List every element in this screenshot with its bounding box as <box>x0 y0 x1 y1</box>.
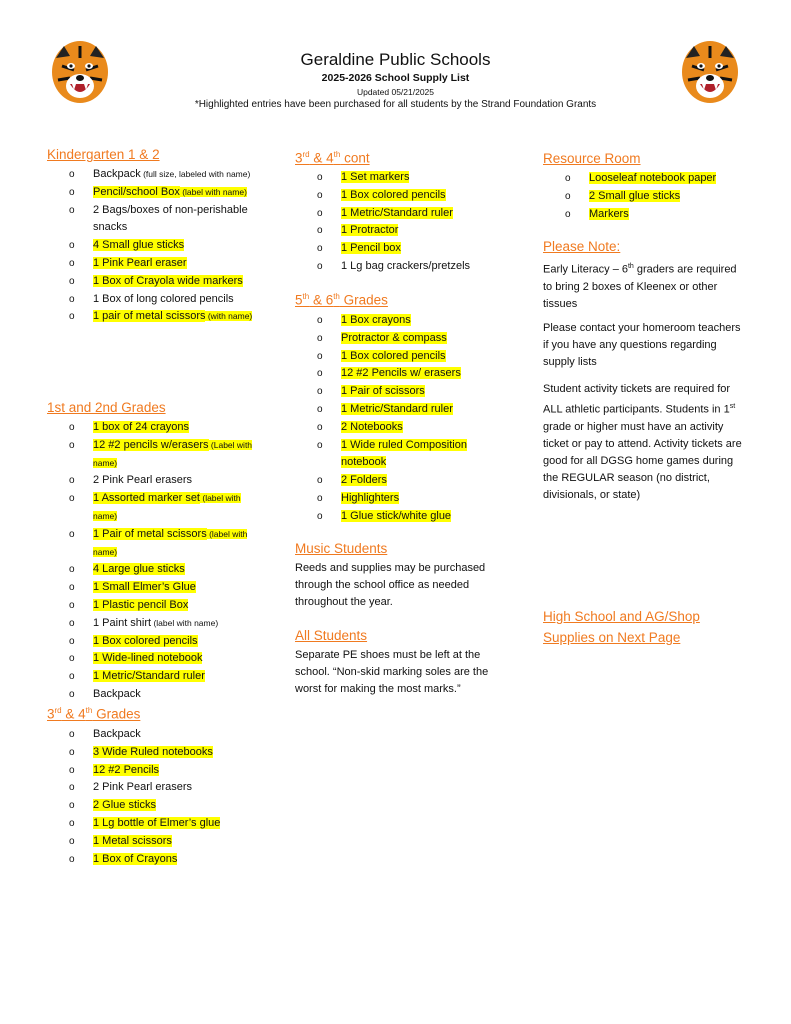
please-note-heading: Please Note: <box>543 239 621 254</box>
grades-3-4-heading: 3rd & 4th Grades <box>47 706 141 722</box>
item-text: Pencil/school Box <box>93 185 180 198</box>
list-item <box>47 166 257 184</box>
bullet-icon: o <box>317 260 323 272</box>
item-text: 1 pair of metal scissors <box>93 310 206 323</box>
list-item <box>295 240 505 258</box>
item-text: Backpack <box>93 168 141 180</box>
bullet-icon: o <box>69 204 75 216</box>
bullet-icon: o <box>317 510 323 522</box>
item-text: 1 Set markers <box>341 171 410 183</box>
list-item <box>295 365 495 383</box>
list-item <box>47 526 257 562</box>
item-text: Protractor & compass <box>341 331 447 344</box>
item-text: 1 Lg bottle of Elmer’s glue <box>93 816 221 829</box>
list-item <box>47 686 257 704</box>
bullet-icon: o <box>69 671 75 683</box>
list-item <box>543 170 753 188</box>
item-text: 2 Folders <box>341 474 387 487</box>
list-item <box>47 273 257 291</box>
bullet-icon: o <box>565 173 571 184</box>
bullet-icon: o <box>69 800 75 812</box>
bullet-icon: o <box>317 315 323 326</box>
item-text: 2 Notebooks <box>341 420 403 433</box>
bullet-icon: o <box>317 225 323 237</box>
item-text: 1 Small Elmer’s Glue <box>93 581 196 594</box>
item-text: 1 Lg bag crackers/pretzels <box>341 259 471 272</box>
list-item <box>47 851 257 869</box>
item-text: 1 Box colored pencils <box>341 349 446 362</box>
item-text: 1 Pink Pearl eraser <box>93 256 187 269</box>
grades-3-4-cont-heading: 3rd & 4th cont <box>295 150 370 166</box>
bullet-icon: o <box>317 403 323 415</box>
item-text: Backpack <box>93 687 141 700</box>
list-item <box>47 255 257 273</box>
item-text: 1 Box of long colored pencils <box>93 292 234 305</box>
updated-date: Updated 05/21/2025 <box>356 87 435 97</box>
bullet-icon: o <box>69 311 75 323</box>
bullet-icon: o <box>69 186 75 198</box>
list-item <box>47 490 257 526</box>
bullet-icon: o <box>69 582 75 594</box>
bullet-icon: o <box>69 240 75 252</box>
list-item <box>543 188 753 206</box>
bullet-icon: o <box>317 189 323 201</box>
high-school-link[interactable]: High School and AG/Shop Supplies on Next Page <box>543 609 700 645</box>
page-subtitle: 2025-2026 School Supply List <box>321 72 470 84</box>
item-text: 2 Pink Pearl erasers <box>93 781 193 794</box>
bullet-icon: o <box>69 293 75 305</box>
list-item <box>295 490 495 508</box>
list-item <box>295 169 505 187</box>
list-item <box>47 579 257 597</box>
item-text: Markers <box>589 207 629 220</box>
item-text: 1 Metal scissors <box>93 834 172 847</box>
bullet-icon: o <box>317 172 323 183</box>
bullet-icon: o <box>317 421 323 433</box>
list-item <box>295 419 495 437</box>
bullet-icon: o <box>317 350 323 362</box>
bullet-icon: o <box>317 475 323 487</box>
please-note-p2: Please contact your homeroom teachers if you have any questions regarding supply lists <box>543 322 741 368</box>
item-text: 2 Small glue sticks <box>589 189 681 202</box>
list-item <box>295 258 505 276</box>
item-text: 2 Bags/boxes of non-perishable snacks <box>93 203 248 234</box>
item-text: 3 Wide Ruled notebooks <box>93 745 213 758</box>
list-item <box>295 348 495 366</box>
item-text: 1 Pair of scissors <box>341 385 425 398</box>
item-text: 2 Pink Pearl erasers <box>93 474 193 487</box>
grades-5-6-heading: 5th & 6th Grades <box>295 292 388 308</box>
list-item <box>295 187 505 205</box>
bullet-icon: o <box>69 746 75 758</box>
item-text: 1 Metric/Standard ruler <box>341 206 453 219</box>
bullet-icon: o <box>69 439 75 451</box>
item-text: 12 #2 Pencils <box>93 763 160 776</box>
item-note: (label with name) <box>93 493 241 521</box>
item-text: 12 #2 Pencils w/ erasers <box>341 367 461 380</box>
item-text: 1 Box crayons <box>341 314 411 326</box>
bullet-icon: o <box>317 332 323 344</box>
list-item <box>47 291 257 309</box>
bullet-icon: o <box>69 635 75 647</box>
bullet-icon: o <box>317 207 323 219</box>
list-item <box>295 383 495 401</box>
all-students-heading: All Students <box>295 628 368 643</box>
grades-3-4-cont-list <box>295 169 505 276</box>
bullet-icon: o <box>69 835 75 847</box>
bullet-icon: o <box>69 169 75 180</box>
list-item <box>295 437 495 473</box>
list-item <box>47 726 257 744</box>
item-text: 12 #2 pencils w/erasers <box>93 438 209 451</box>
list-item <box>295 472 495 490</box>
grades-5-6-list <box>295 312 495 526</box>
bullet-icon: o <box>69 564 75 576</box>
bullet-icon: o <box>317 386 323 398</box>
item-note: (full size, labeled with name) <box>140 169 251 179</box>
list-item <box>47 437 257 473</box>
bullet-icon: o <box>69 729 75 740</box>
list-item <box>47 419 257 437</box>
list-item <box>295 330 495 348</box>
list-item <box>47 815 257 833</box>
list-item <box>47 779 257 797</box>
item-text: 1 Pencil box <box>341 242 401 255</box>
grades-1-2-list <box>47 419 257 704</box>
list-item <box>47 650 257 668</box>
list-item <box>47 633 257 651</box>
list-item <box>47 561 257 579</box>
please-note-p3: Student activity tickets are required for ALL athletic participants. Students in 1st grade or higher must have an activity ticket or pay to attend. Activity tickets are good for all DGSG home games during the REGULAR season (no district, divisionals, or state) <box>543 383 742 501</box>
item-text: 1 Wide-lined notebook <box>93 652 203 665</box>
item-text: 1 Wide ruled Composition notebook <box>341 438 467 469</box>
list-item <box>47 184 257 202</box>
item-text: Looseleaf notebook paper <box>589 172 717 184</box>
list-item <box>47 597 257 615</box>
item-note: (label with name) <box>151 617 219 628</box>
item-text: 1 Glue stick/white glue <box>341 509 452 522</box>
list-item <box>543 206 753 224</box>
resource-heading: Resource Room <box>543 151 641 166</box>
bullet-icon: o <box>565 190 571 202</box>
bullet-icon: o <box>69 617 75 629</box>
item-note: (label with name) <box>93 528 248 557</box>
highlight-note: *Highlighted entries have been purchased for all students by the Strand Foundation Grants <box>194 99 597 110</box>
item-note: (Label with name) <box>93 439 253 468</box>
grades-1-2-heading: 1st and 2nd Grades <box>47 400 166 415</box>
item-text: 1 Plastic pencil Box <box>93 598 189 611</box>
list-item <box>295 312 495 330</box>
bullet-icon: o <box>69 475 75 487</box>
item-text: 1 Assorted marker set <box>93 492 200 505</box>
all-students-body: Separate PE shoes must be left at the school. “Non-skid marking soles are the worst for making the most marks.” <box>295 649 489 695</box>
item-text: 1 Metric/Standard ruler <box>93 670 205 683</box>
list-item <box>295 222 505 240</box>
bullet-icon: o <box>69 853 75 865</box>
item-text: 1 Box of Crayola wide markers <box>93 274 243 287</box>
resource-list <box>543 170 753 223</box>
list-item <box>295 401 495 419</box>
music-heading: Music Students <box>295 541 388 556</box>
list-item <box>47 472 257 490</box>
item-text: 4 Large glue sticks <box>93 563 185 576</box>
bullet-icon: o <box>69 653 75 665</box>
item-text: 1 Box colored pencils <box>93 634 198 647</box>
bullet-icon: o <box>317 243 323 255</box>
bullet-icon: o <box>69 782 75 794</box>
bullet-icon: o <box>69 275 75 287</box>
item-text: 1 Metric/Standard ruler <box>341 402 453 415</box>
list-item <box>47 797 257 815</box>
bullet-icon: o <box>69 493 75 505</box>
bullet-icon: o <box>317 368 323 380</box>
bullet-icon: o <box>69 422 75 433</box>
item-text: 4 Small glue sticks <box>93 239 185 252</box>
list-item <box>47 762 257 780</box>
bullet-icon: o <box>317 439 323 451</box>
item-text: 1 Pair of metal scissors <box>93 527 207 540</box>
item-text: 2 Glue sticks <box>93 799 156 812</box>
list-item <box>47 744 257 762</box>
bullet-icon: o <box>317 492 323 504</box>
item-text: Backpack <box>93 728 141 740</box>
bullet-icon: o <box>69 817 75 829</box>
item-note: (with name) <box>205 311 253 322</box>
item-note: (label with name) <box>179 186 247 197</box>
item-text: 1 box of 24 crayons <box>93 421 190 433</box>
list-item <box>295 205 505 223</box>
list-item <box>47 615 257 633</box>
list-item <box>47 668 257 686</box>
list-item <box>47 833 257 851</box>
bullet-icon: o <box>565 208 571 220</box>
item-text: Highlighters <box>341 491 400 504</box>
item-text: 1 Box colored pencils <box>341 188 446 201</box>
bullet-icon: o <box>69 528 75 540</box>
kindergarten-heading: Kindergarten 1 & 2 <box>47 147 160 162</box>
list-item <box>47 308 257 326</box>
list-item <box>47 202 257 238</box>
please-note-p1: Early Literacy – 6th graders are required to bring 2 boxes of Kleenex or other tissues <box>543 263 737 310</box>
page-title: Geraldine Public Schools <box>300 50 491 69</box>
list-item <box>295 508 495 526</box>
grades-3-4-list <box>47 726 257 868</box>
bullet-icon: o <box>69 764 75 776</box>
item-text: 1 Box of Crayons <box>93 852 178 865</box>
music-body: Reeds and supplies may be purchased through the school office as needed throughout the year. <box>295 562 486 608</box>
bullet-icon: o <box>69 257 75 269</box>
item-text: 1 Protractor <box>341 224 399 237</box>
bullet-icon: o <box>69 599 75 611</box>
kindergarten-list <box>47 166 257 326</box>
item-text: 1 Paint shirt <box>93 616 152 629</box>
bullet-icon: o <box>69 688 75 700</box>
list-item <box>47 237 257 255</box>
